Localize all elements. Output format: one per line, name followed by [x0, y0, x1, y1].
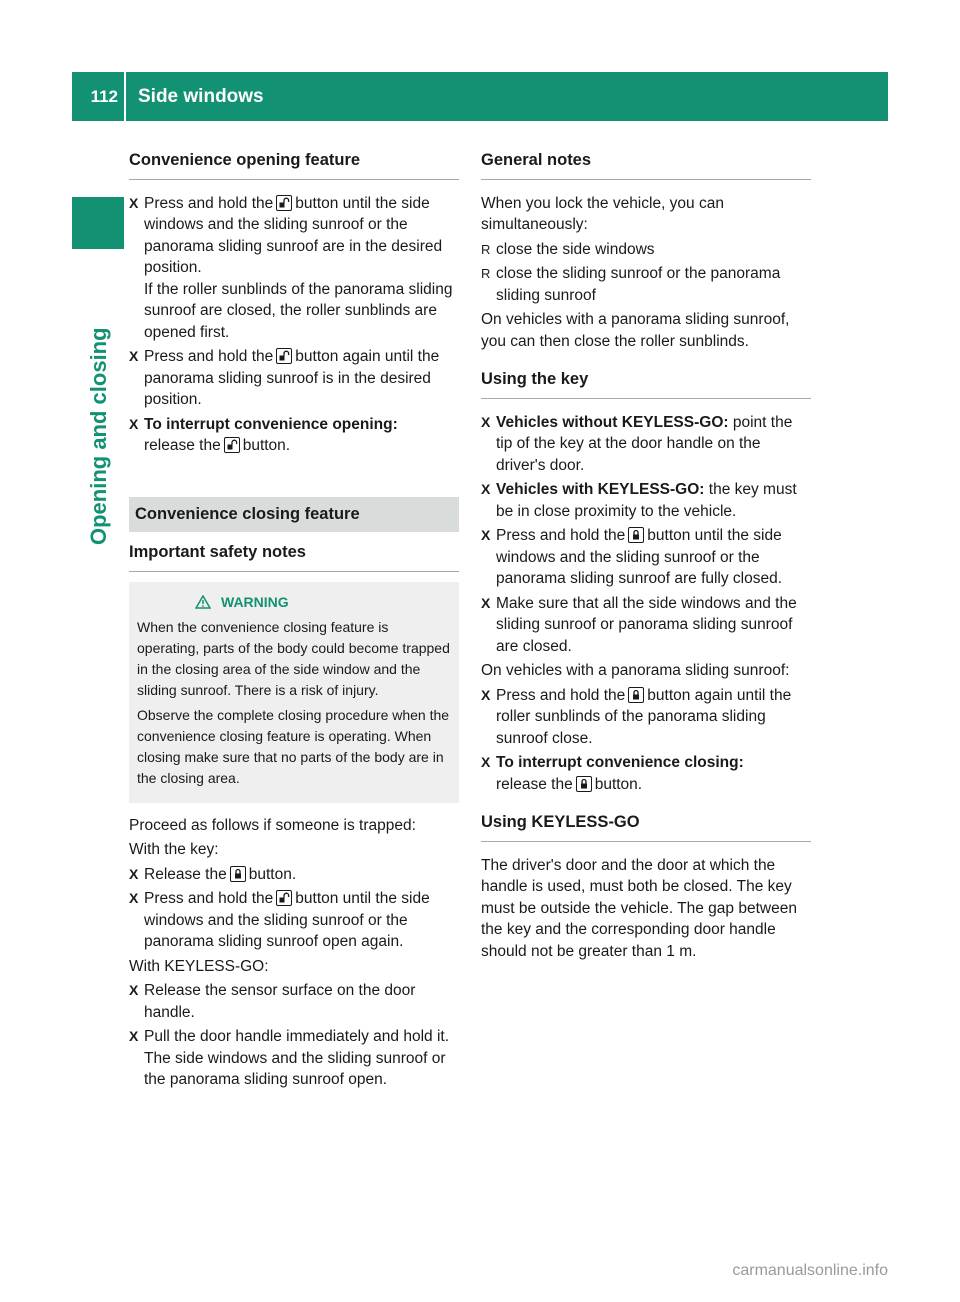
warning-title: WARNING — [137, 592, 451, 613]
step-item: X Pull the door handle immediately and hold it. The side windows and the sliding sunroof or the panorama sliding sunroof open. — [129, 1028, 450, 1088]
step-marker: X — [129, 415, 139, 432]
step-item: X Vehicles without KEYLESS-GO: point the tip of the key at the door handle on the driver's door. — [481, 413, 793, 474]
warning-box — [129, 582, 459, 803]
left-column — [129, 150, 459, 1094]
step-item: X Release the button. — [129, 864, 459, 886]
lock-button-icon — [628, 527, 644, 543]
paragraph: With the key: — [129, 841, 219, 858]
unlock-button-icon — [276, 195, 292, 211]
bullet-marker: R — [481, 241, 491, 257]
lock-button-icon — [230, 866, 246, 882]
section-heading: Using the key — [481, 369, 811, 399]
paragraph: When you lock the vehicle, you can simultaneously: — [481, 194, 724, 233]
bullet-item: R close the side windows — [481, 239, 811, 261]
right-column — [481, 150, 811, 965]
lock-button-icon — [628, 687, 644, 703]
lock-button-icon — [576, 776, 592, 792]
step-marker: X — [481, 527, 491, 543]
step-item: X Press and hold the button until the side windows and the sliding sunroof or the panorama sliding sunroof are in the desired position. If the roller sunblinds of the panorama sliding sunroof are closed, the roller sunblinds are opened first. — [129, 194, 453, 341]
step-item: X Vehicles with KEYLESS-GO: the key must be in close proximity to the vehicle. — [481, 481, 797, 520]
step-marker: X — [129, 890, 139, 906]
watermark: carmanualsonline.info — [732, 1262, 888, 1279]
unlock-button-icon — [276, 890, 292, 906]
unlock-button-icon — [224, 437, 240, 453]
section-heading: Using KEYLESS-GO — [481, 812, 811, 842]
page-header — [72, 72, 888, 121]
section-heading: General notes — [481, 150, 811, 180]
paragraph: With KEYLESS-GO: — [129, 957, 269, 975]
page-title: Side windows — [138, 85, 264, 107]
chapter-tab-block — [72, 197, 124, 249]
paragraph: On vehicles with a panorama sliding sunroof, you can then close the roller sunblinds. — [481, 311, 790, 350]
step-marker: X — [129, 865, 139, 882]
paragraph: The driver's door and the door at which the handle is used, must both be closed. The key must be outside the vehicle. The gap between the key and the corresponding door handle should not be greater than 1 m. — [481, 856, 797, 960]
step-marker: X — [481, 686, 491, 703]
step-marker: X — [129, 982, 139, 998]
section-heading: Important safety notes — [129, 542, 459, 572]
section-heading: Convenience opening feature — [129, 150, 459, 180]
warning-triangle-icon — [195, 594, 211, 615]
step-item: X To interrupt convenience opening: release the button. — [129, 415, 398, 454]
step-marker: X — [129, 1028, 139, 1044]
step-item: X To interrupt convenience closing: release the button. — [481, 754, 744, 793]
unlock-button-icon — [276, 348, 292, 364]
paragraph: Proceed as follows if someone is trapped: — [129, 816, 416, 834]
header-divider — [124, 72, 126, 121]
bullet-marker: R — [481, 266, 491, 281]
step-item: X Press and hold the button until the side windows and the sliding sunroof or the panorama sliding sunroof are fully closed. — [481, 527, 783, 587]
step-marker: X — [129, 348, 139, 364]
paragraph: On vehicles with a panorama sliding sunroof: — [481, 662, 790, 679]
step-item: X Press and hold the button again until the panorama sliding sunroof is in the desired position. — [129, 348, 440, 408]
step-item: X Make sure that all the side windows and the sliding sunroof or panorama sliding sunroof are closed. — [481, 594, 797, 655]
chapter-tab-label: Opening and closing — [86, 327, 111, 545]
page-number: 112 — [90, 86, 118, 106]
warning-text: When the convenience closing feature is operating, parts of the body could become trapped in the closing area of the side window and the sliding sunroof. There is a risk of injury. — [137, 618, 450, 698]
step-item: X Press and hold the button again until the roller sunblinds of the panorama sliding sunroof close. — [481, 686, 792, 747]
step-item: X Release the sensor surface on the door handle. — [129, 982, 416, 1021]
step-item: X Press and hold the button until the side windows and the sliding sunroof or the panorama sliding sunroof open again. — [129, 890, 430, 950]
step-marker: X — [481, 754, 491, 770]
grey-section-heading: Convenience closing feature — [129, 497, 459, 533]
bullet-item: R close the sliding sunroof or the panorama sliding sunroof — [481, 265, 781, 304]
step-marker: X — [481, 594, 491, 611]
step-marker: X — [129, 194, 139, 211]
step-marker: X — [481, 481, 491, 497]
warning-text: Observe the complete closing procedure when the convenience closing feature is operating. When closing make sure that no parts of the body are in the closing area. — [137, 706, 450, 786]
step-marker: X — [481, 413, 491, 430]
